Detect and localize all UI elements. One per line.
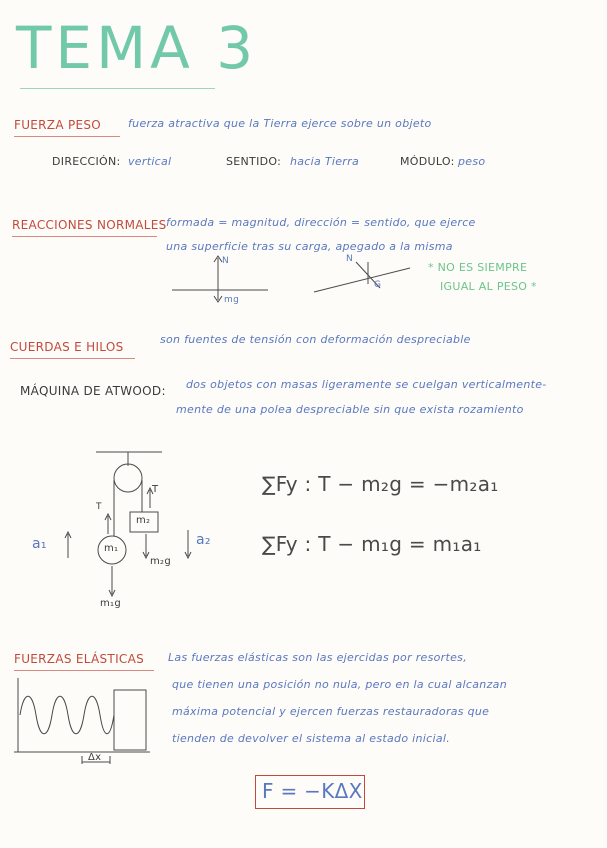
hooke-formula: F = −KΔX (262, 779, 363, 803)
modulo-label: MÓDULO: (400, 155, 455, 168)
page-title: TEMA 3 (16, 14, 258, 82)
diagram2-top-label: N (346, 254, 354, 264)
direccion-label: DIRECCIÓN: (52, 155, 121, 168)
elasticas-line2: que tienen una posición no nula, pero en la cual alcanzan (172, 678, 507, 691)
atwood-label-m1g: m₁g (100, 598, 121, 609)
diagram1-top-label: N (222, 256, 230, 266)
sentido-label: SENTIDO: (226, 155, 282, 168)
elasticas-line3: máxima potencial y ejercen fuerzas restauradoras que (172, 705, 490, 718)
spring-coil (20, 696, 114, 734)
reacciones-note-line2: IGUAL AL PESO * (440, 280, 537, 293)
cuerdas-definition: son fuentes de tensión con deformación despreciable (160, 333, 471, 346)
atwood-definition-line2: mente de una polea despreciable sin que exista rozamiento (176, 403, 524, 416)
atwood-label-a1: a₁ (32, 536, 47, 552)
atwood-equation-1: ∑Fy : T − m₂g = −m₂a₁ (262, 472, 499, 496)
atwood-definition-line1: dos objetos con masas ligeramente se cuelgan verticalmente- (186, 378, 547, 391)
atwood-label-t1: T (96, 502, 102, 512)
fuerza-peso-heading: FUERZA PESO (14, 118, 102, 132)
atwood-heading: MÁQUINA DE ATWOOD: (20, 384, 166, 398)
atwood-label-m2g: m₂g (150, 556, 171, 567)
elasticas-heading: FUERZAS ELÁSTICAS (14, 652, 145, 666)
dx-label: Δx (88, 752, 102, 763)
atwood-label-t2: T (152, 484, 159, 495)
atwood-equation-2: ∑Fy : T − m₁g = m₁a₁ (262, 532, 482, 556)
atwood-label-m2: m₂ (136, 515, 151, 526)
atwood-label-a2: a₂ (196, 532, 211, 548)
reacciones-note-line1: * NO ES SIEMPRE (428, 261, 528, 274)
cuerdas-heading: CUERDAS E HILOS (10, 340, 124, 354)
spring-block (114, 690, 146, 750)
reacciones-definition-line2: una superficie tras su carga, apegado a la misma (166, 240, 453, 253)
elasticas-line4: tienden de devolver el sistema al estado inicial. (172, 732, 451, 745)
modulo-value: peso (458, 155, 486, 168)
direccion-value: vertical (128, 155, 172, 168)
reacciones-heading: REACCIONES NORMALES (12, 218, 167, 232)
atwood-label-m1: m₁ (104, 543, 119, 554)
diagram1-bottom-label: mg (224, 295, 240, 305)
sentido-value: hacia Tierra (290, 155, 359, 168)
reacciones-definition-line1: formada = magnitud, dirección = sentido, que ejerce (166, 216, 476, 229)
fuerza-peso-definition: fuerza atractiva que la Tierra ejerce sobre un objeto (128, 117, 432, 130)
elasticas-line1: Las fuerzas elásticas son las ejercidas por resortes, (168, 651, 467, 664)
diagram2-bottom-label: G (374, 280, 382, 290)
